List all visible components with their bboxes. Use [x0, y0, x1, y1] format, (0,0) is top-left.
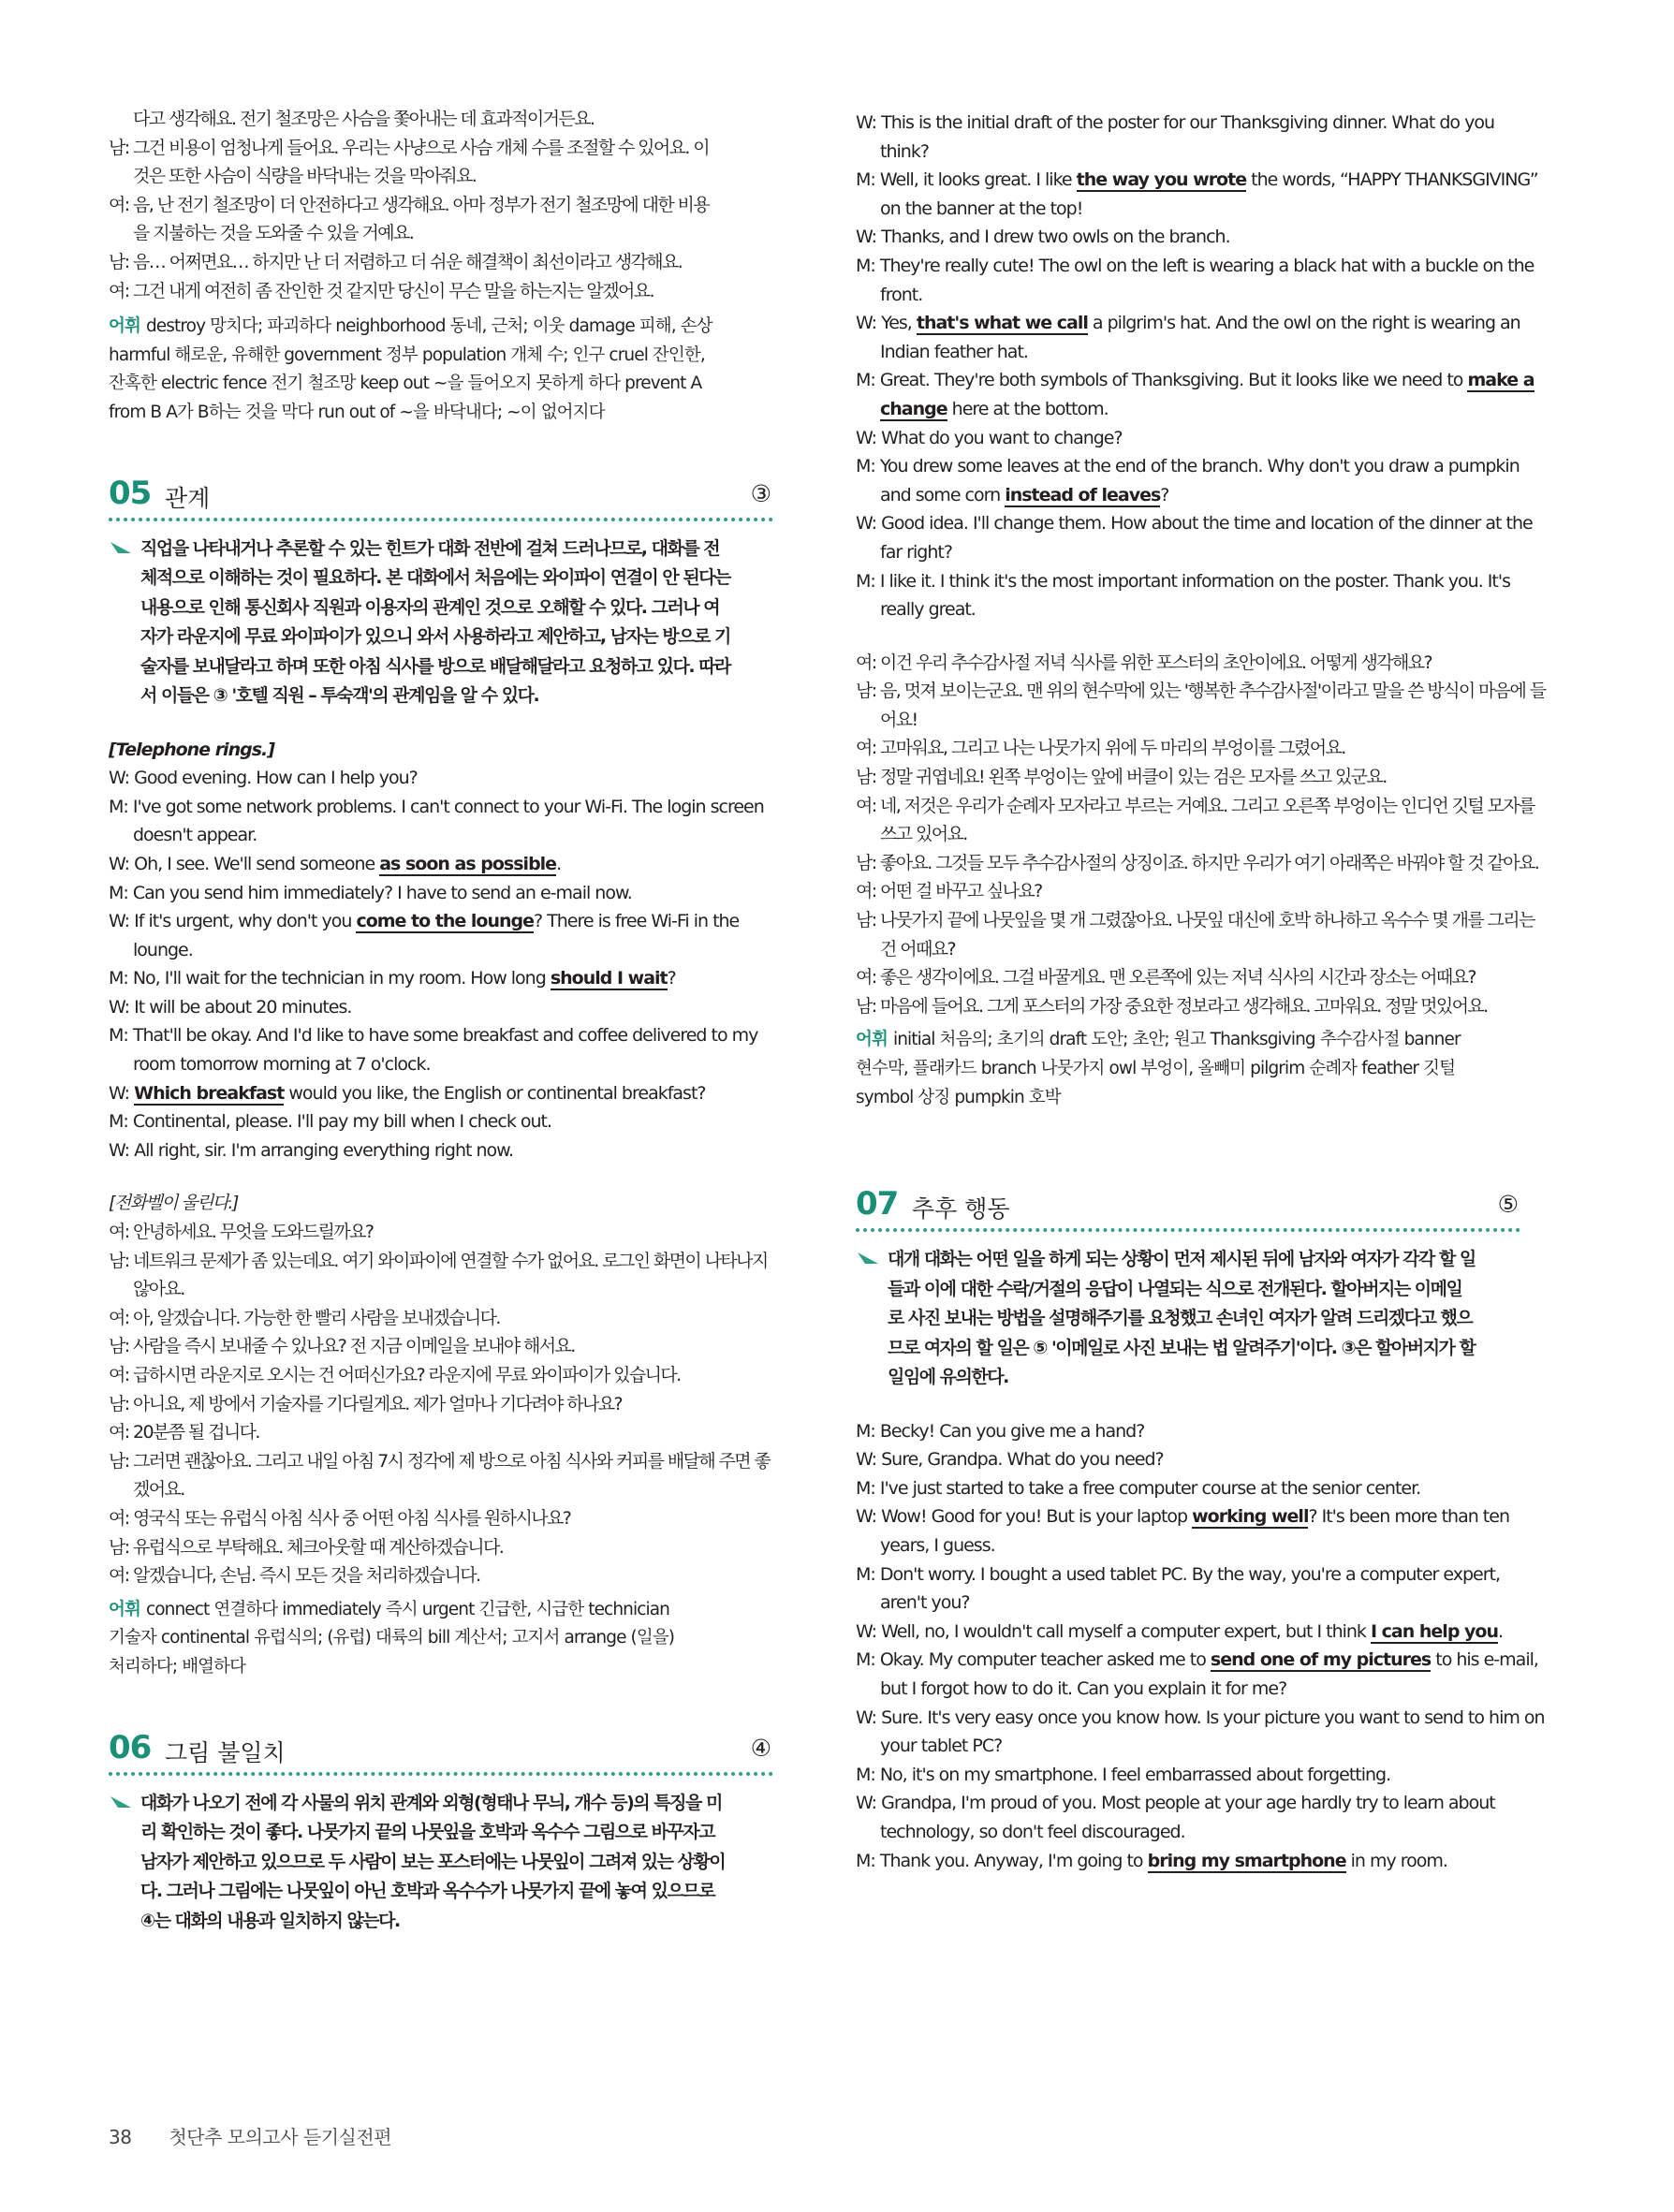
korean-line: 남: 정말 귀엽네요! 왼쪽 부엉이는 앞에 버클이 있는 검은 모자를 쓰고 있군요.	[856, 767, 1387, 788]
dialogue-line: W: What do you want to change?	[856, 427, 1123, 448]
dialogue-text: M: Well, it looks great. I like	[856, 169, 1077, 191]
book-title: 첫단추 모의고사 듣기실전편	[169, 2126, 392, 2148]
stage-direction: [Telephone rings.]	[109, 739, 274, 760]
hint-line: 로 사진 보내는 방법을 설명해주기를 요청했고 손녀인 여자가 알려 드리겠다고 했으	[888, 1308, 1473, 1329]
leaf-icon	[110, 542, 131, 553]
hint-line: ④는 대화의 내용과 일치하지 않는다.	[140, 1910, 400, 1931]
vocabulary-box	[109, 1596, 773, 1682]
dialogue-text: a pilgrim's hat. And the owl on the right is wearing an Indian feather hat.	[880, 313, 1520, 362]
page-footer	[109, 2122, 391, 2149]
dotted-divider	[109, 1772, 773, 1776]
answer-mark: ③	[750, 479, 771, 507]
key-phrase: send one of my pictures	[1210, 1649, 1432, 1671]
korean-line: 남: 사람을 즉시 보내줄 수 있나요? 전 지금 이메일을 보내야 해서요.	[109, 1336, 575, 1357]
dialogue-line: M: No, it's on my smartphone. I feel embarrassed about forgetting.	[856, 1764, 1391, 1785]
korean-line: 남: 그러면 괜찮아요. 그리고 내일 아침 7시 정각에 제 방으로 아침 식사와 커피를 배달해 주면 좋겠어요.	[109, 1450, 771, 1501]
right-column	[856, 109, 1546, 1875]
dialogue-line: M: I've got some network problems. I can't connect to your Wi-Fi. The login screen doesn't appear.	[109, 796, 764, 846]
dialogue-line: W: Sure. It's very easy once you know how. Is your picture you want to send to him on your tablet PC?	[856, 1707, 1545, 1757]
key-phrase: the way you wrote	[1076, 169, 1247, 191]
dialogue-text: ?	[667, 968, 676, 989]
hint-box	[109, 1789, 773, 1937]
dialogue-text: to his e-mail, but I forgot how to do it. Can you explain it for me?	[880, 1649, 1538, 1700]
dialogue-line	[109, 907, 773, 964]
korean-line: 것은 또한 사슴이 식량을 바닥내는 것을 막아줘요.	[133, 166, 477, 187]
dialogue-text: would you like, the English or continental breakfast?	[284, 1082, 706, 1104]
dialogue-line: W: This is the initial draft of the poster for our Thanksgiving dinner. What do you think?	[856, 112, 1494, 162]
vocab-line: 잔혹한 electric fence 전기 철조망 keep out ~을 들어오지 못하게 하다 prevent A	[109, 374, 702, 394]
hint-line: 들과 이에 대한 수락/거절의 응답이 나열되는 식으로 전개된다. 할아버지는 이메일	[888, 1278, 1462, 1299]
dialogue-line	[109, 964, 773, 993]
section-title: 관계	[165, 484, 211, 512]
dialogue-line	[109, 850, 773, 879]
korean-line: 여: 영국식 또는 유럽식 아침 식사 중 어떤 아침 식사를 원하시나요?	[109, 1507, 571, 1529]
hint-line: 자가 라운지에 무료 와이파이가 있으니 와서 사용하라고 제안하고, 남자는 방으로 기	[140, 626, 730, 648]
vocab-line: symbol 상징 pumpkin 호박	[856, 1087, 1061, 1107]
dialogue-line	[856, 166, 1547, 223]
key-phrase: I can help you	[1370, 1620, 1498, 1642]
section-number: 05	[109, 474, 152, 512]
dialogue-line: M: I've just started to take a free computer course at the senior center.	[856, 1477, 1421, 1499]
korean-line: 을 지불하는 것을 도와줄 수 있을 거예요.	[133, 223, 414, 244]
dialogue-text: M: No, I'll wait for the technician in my room. How long	[109, 968, 551, 989]
section-number: 07	[856, 1185, 899, 1223]
dialogue-line: M: Continental, please. I'll pay my bill when I check out.	[109, 1111, 552, 1133]
korean-line: 여: 어떤 걸 바꾸고 싶나요?	[856, 881, 1042, 902]
hint-line: 므로 여자의 할 일은 ⑤ '이메일로 사진 보내는 법 알려주기'이다. ③은 할아버지가 할	[888, 1337, 1476, 1358]
korean-line: 다고 생각해요. 전기 철조망은 사슴을 쫓아내는 데 효과적이거든요.	[133, 109, 595, 129]
vocab-line: from B A가 B하는 것을 막다 run out of ~을 바닥내다; ~이 없어지다	[109, 402, 605, 422]
dialogue-line	[856, 309, 1547, 366]
hint-box	[109, 535, 773, 711]
korean-line: 남: 네트워크 문제가 좀 있는데요. 여기 와이파이에 연결할 수가 없어요. 로그인 화면이 나타나지 않아요.	[109, 1250, 768, 1300]
hint-line: 내용으로 인해 통신회사 직원과 이용자의 관계인 것으로 오해할 수 있다. 그러나 여	[140, 596, 720, 618]
hint-box	[856, 1245, 1520, 1393]
korean-line: 남: 좋아요. 그것들 모두 추수감사절의 상징이죠. 하지만 우리가 여기 아래쪽은 바꿔야 할 것 같아요.	[856, 852, 1539, 873]
dialogue-line: W: Good idea. I'll change them. How about the time and location of the dinner at the far right?	[856, 513, 1533, 563]
dialogue-line: W: All right, sir. I'm arranging everything right now.	[109, 1139, 514, 1161]
dialogue-text: W: Well, no, I wouldn't call myself a computer expert, but I think	[856, 1620, 1371, 1642]
korean-line: 남: 아니요, 제 방에서 기술자를 기다릴게요. 제가 얼마나 기다려야 하나요?	[109, 1393, 622, 1414]
dialogue-text: M: You drew some leaves at the end of the branch. Why don't you draw a pumpkin and some corn	[856, 456, 1520, 505]
key-phrase: come to the lounge	[356, 911, 535, 932]
dialogue-line	[856, 1847, 1520, 1876]
dialogue-text: W: Yes,	[856, 313, 917, 334]
dialogue-line: M: Can you send him immediately? I have to send an e-mail now.	[109, 882, 632, 903]
dialogue-line	[856, 452, 1547, 509]
section-title: 그림 불일치	[165, 1738, 286, 1766]
dialogue-line	[856, 366, 1547, 423]
key-phrase: working well	[1192, 1506, 1309, 1528]
dialogue-text: ?	[1160, 484, 1169, 505]
section-05-header	[109, 475, 773, 518]
korean-line: 여: 아, 알겠습니다. 가능한 한 빨리 사람을 보내겠습니다.	[109, 1307, 500, 1328]
dialogue-text: .	[1498, 1620, 1504, 1642]
hint-line: 다. 그러나 그림에는 나뭇잎이 아닌 호박과 옥수수가 나뭇가지 끝에 놓여 있으므로	[140, 1881, 715, 1902]
korean-line: 여: 알겠습니다, 손님. 즉시 모든 것을 처리하겠습니다.	[109, 1565, 480, 1587]
korean-line: 남: 유럽식으로 부탁해요. 체크아웃할 때 계산하겠습니다.	[109, 1536, 504, 1558]
vocab-line: 기술자 continental 유럽식의; (유럽) 대륙의 bill 계산서; 고지서 arrange (일을)	[109, 1628, 675, 1648]
dialogue-text: ? There is free Wi-Fi in the lounge.	[133, 911, 740, 960]
answer-mark: ⑤	[1497, 1191, 1519, 1219]
section-number: 06	[109, 1728, 152, 1766]
dialogue-line: M: I like it. I think it's the most important information on the poster. Thank you. It's really great.	[856, 570, 1510, 621]
hint-line: 술자를 보내달라고 하며 또한 아침 식사를 방으로 배달해달라고 요청하고 있다. 따라	[140, 655, 730, 677]
korean-line: 여: 네, 저것은 우리가 순례자 모자라고 부르는 거예요. 그리고 오른쪽 부엉이는 인디언 깃털 모자를 쓰고 있어요.	[856, 795, 1534, 845]
dialogue-text: W:	[109, 1082, 135, 1104]
dialogue-text: M: Great. They're both symbols of Thanksgiving. But it looks like we need to	[856, 370, 1468, 391]
dialogue-line: W: Thanks, and I drew two owls on the branch.	[856, 227, 1230, 248]
key-phrase: Which breakfast	[134, 1082, 285, 1104]
dialogue-text: W: Oh, I see. We'll send someone	[109, 853, 380, 874]
korean-line: 여: 음, 난 전기 철조망이 더 안전하다고 생각해요. 아마 정부가 전기 철조망에 대한 비용	[109, 194, 710, 215]
dialogue-text: the words, “HAPPY THANKSGIVING” on the banner at the top!	[880, 169, 1538, 219]
dialogue-text: M: Okay. My computer teacher asked me to	[856, 1649, 1211, 1671]
section-07-header	[856, 1185, 1520, 1228]
answer-mark: ④	[750, 1734, 771, 1762]
key-phrase: make a change	[880, 370, 1534, 419]
vocab-tag: 어휘	[109, 1599, 140, 1619]
dialogue-text: in my room.	[1345, 1850, 1447, 1871]
section-06-header	[109, 1729, 773, 1772]
leaf-icon	[110, 1796, 131, 1808]
vocabulary-box	[109, 313, 773, 427]
dialogue-text: W: If it's urgent, why don't you	[109, 911, 357, 932]
hint-line: 남자가 제안하고 있으므로 두 사람이 보는 포스터에는 나뭇잎이 그려져 있는 상황이	[140, 1851, 726, 1872]
hint-line: 체적으로 이해하는 것이 필요하다. 본 대화에서 처음에는 와이파이 연결이 안 된다는	[140, 567, 730, 589]
dialogue-line: W: Sure, Grandpa. What do you need?	[856, 1449, 1164, 1471]
korean-line: 여: 고마워요, 그리고 나는 나뭇가지 위에 두 마리의 부엉이를 그렸어요.	[856, 738, 1345, 759]
dotted-divider	[109, 518, 773, 521]
dialogue-text: W: Wow! Good for you! But is your laptop	[856, 1506, 1193, 1528]
section-title: 추후 행동	[912, 1195, 1010, 1223]
hint-line: 서 이들은 ③ '호텔 직원 – 투숙객'의 관계임을 알 수 있다.	[140, 685, 539, 707]
hint-line: 일임에 유의한다.	[888, 1367, 1008, 1388]
leaf-icon	[858, 1252, 878, 1264]
left-column	[109, 105, 773, 1936]
dialogue-line: W: Grandpa, I'm proud of you. Most people at your age hardly try to learn about technology, so don't feel discouraged.	[856, 1793, 1495, 1842]
korean-line: 남: 나뭇가지 끝에 나뭇잎을 몇 개 그렸잖아요. 나뭇잎 대신에 호박 하나하고 옥수수 몇 개를 그리는 건 어때요?	[856, 910, 1534, 960]
korean-line: 남: 음… 어쩌면요… 하지만 난 더 저렴하고 더 쉬운 해결책이 최선이라고 생각해요.	[109, 251, 683, 272]
dialogue-text: ? It's been more than ten years, I guess.	[880, 1506, 1509, 1557]
korean-line: 남: 마음에 들어요. 그게 포스터의 가장 중요한 정보라고 생각해요. 고마워요. 정말 멋있어요.	[856, 995, 1488, 1017]
korean-line: 여: 안녕하세요. 무엇을 도와드릴까요?	[109, 1222, 374, 1243]
dialogue-line: M: Don't worry. I bought a used tablet PC. By the way, you're a computer expert, aren't you?	[856, 1563, 1501, 1614]
vocab-line: initial 처음의; 초기의 draft 도안; 초안; 원고 Thanksgiving 추수감사절 banner	[892, 1030, 1461, 1050]
dialogue-line	[109, 1079, 773, 1108]
stage-direction-korean: [전화벨이 울린다.]	[109, 1193, 238, 1214]
vocab-line: connect 연결하다 immediately 즉시 urgent 긴급한, 시급한 technician	[145, 1599, 669, 1619]
vocab-line: 처리하다; 배열하다	[109, 1656, 246, 1677]
dialogue-line	[856, 1618, 1547, 1647]
korean-line: 여: 그건 내게 여전히 좀 잔인한 것 같지만 당신이 무슨 말을 하는지는 알겠어요.	[109, 280, 653, 301]
vocab-tag: 어휘	[856, 1030, 888, 1050]
hint-line: 대화가 나오기 전에 각 사물의 위치 관계와 외형(형태나 무늬, 개수 등)의 특징을 미	[140, 1792, 722, 1813]
korean-line: 여: 이건 우리 추수감사절 저녁 식사를 위한 포스터의 초안이에요. 어떻게 생각해요?	[856, 652, 1432, 673]
korean-line: 남: 음, 멋져 보이는군요. 맨 위의 현수막에 있는 '행복한 추수감사절'이라고 말을 쓴 방식이 마음에 들어요!	[856, 681, 1546, 730]
key-phrase: should I wait	[550, 968, 668, 989]
korean-line: 여: 급하시면 라운지로 오시는 건 어떠신가요? 라운지에 무료 와이파이가 있습니다.	[109, 1365, 681, 1385]
dialogue-text: M: Thank you. Anyway, I'm going to	[856, 1850, 1148, 1871]
hint-line: 리 확인하는 것이 좋다. 나뭇가지 끝의 나뭇잎을 호박과 옥수수 그림으로 바꾸자고	[140, 1822, 715, 1843]
vocab-line: destroy 망치다; 파괴하다 neighborhood 동네, 근처; 이웃 damage 피해, 손상	[145, 316, 712, 337]
key-phrase: bring my smartphone	[1147, 1850, 1346, 1871]
key-phrase: instead of leaves	[1005, 484, 1161, 505]
dialogue-text: here at the bottom.	[947, 398, 1109, 419]
vocab-tag: 어휘	[109, 316, 140, 337]
dialogue-line	[856, 1646, 1547, 1703]
vocabulary-box	[856, 1026, 1520, 1112]
hint-line: 대개 대화는 어떤 일을 하게 되는 상황이 먼저 제시된 뒤에 남자와 여자가 각각 할 일	[888, 1249, 1476, 1270]
dialogue-line: W: It will be about 20 minutes.	[109, 996, 352, 1018]
key-phrase: that's what we call	[916, 313, 1088, 334]
dotted-divider	[856, 1228, 1520, 1232]
vocab-line: 현수막, 플래카드 branch 나뭇가지 owl 부엉이, 올빼미 pilgrim 순례자 feather 깃털	[856, 1059, 1456, 1078]
dialogue-line: M: They're really cute! The owl on the left is wearing a black hat with a buckle on the front.	[856, 255, 1534, 305]
dialogue-text: .	[556, 853, 562, 874]
dialogue-line: W: Good evening. How can I help you?	[109, 768, 418, 789]
key-phrase: as soon as possible	[379, 853, 557, 874]
vocab-line: harmful 해로운, 유해한 government 정부 population 개체 수; 인구 cruel 잔인한,	[109, 344, 705, 365]
dialogue-line: M: That'll be okay. And I'd like to have some breakfast and coffee delivered to my room tomorrow morning at 7 o'clock.	[109, 1025, 758, 1076]
korean-line: 여: 20분쯤 될 겁니다.	[109, 1422, 259, 1443]
dialogue-line: M: Becky! Can you give me a hand?	[856, 1420, 1145, 1442]
hint-line: 직업을 나타내거나 추론할 수 있는 힌트가 대화 전반에 걸쳐 드러나므로, 대화를 전	[140, 537, 720, 559]
korean-line: 남: 그건 비용이 엄청나게 들어요. 우리는 사냥으로 사슴 개체 수를 조절할 수 있어요. 이	[109, 137, 710, 158]
dialogue-line	[856, 1502, 1547, 1560]
korean-line: 여: 좋은 생각이에요. 그걸 바꿀게요. 맨 오른쪽에 있는 저녁 식사의 시간과 장소는 어때요?	[856, 967, 1476, 989]
page-number: 38	[109, 2126, 132, 2148]
